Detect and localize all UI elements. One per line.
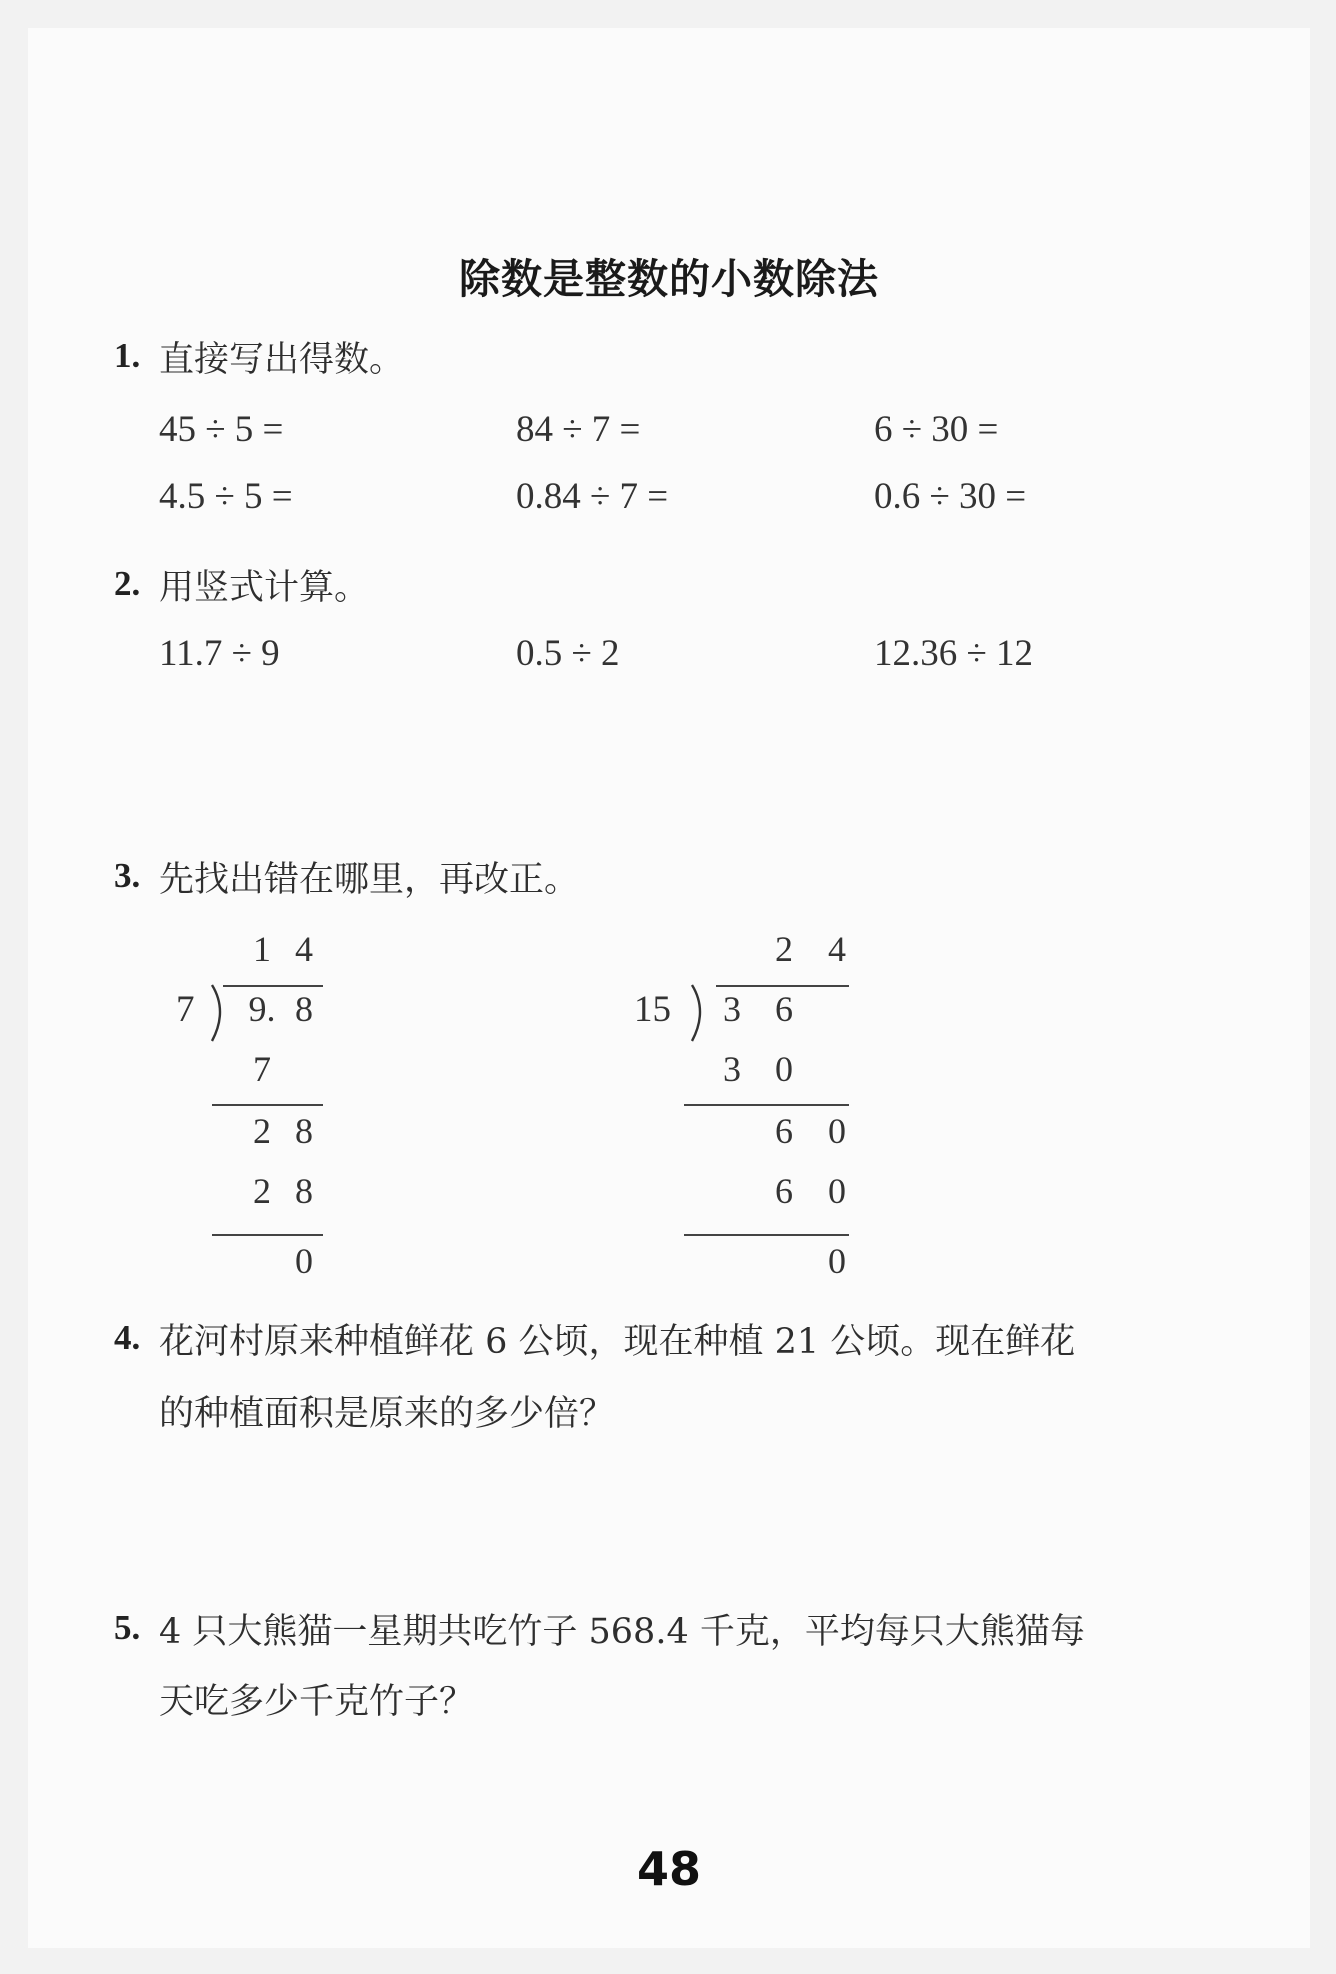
division-bar [223, 985, 323, 987]
q2-item: 12.36 ÷ 12 [874, 633, 1034, 674]
dividend-digit: 6 [775, 989, 793, 1029]
step-digit: 0 [828, 1171, 846, 1211]
worksheet-page [28, 28, 1310, 1948]
q1-item: 0.84 ÷ 7 = [516, 476, 669, 517]
divisor: 7 [176, 989, 195, 1030]
page-title: 除数是整数的小数除法 [459, 255, 879, 303]
q1-item: 4.5 ÷ 5 = [159, 476, 293, 517]
step-digit: 0 [775, 1049, 793, 1089]
q4-number: 4. [114, 1318, 141, 1357]
step-digit: 6 [775, 1171, 793, 1211]
q5-number: 5. [114, 1608, 141, 1647]
step-digit: 2 [253, 1111, 271, 1151]
step-digit: 2 [253, 1171, 271, 1211]
q4-line1: 花河村原来种植鲜花 6 公顷，现在种植 21 公顷。现在鲜花 [159, 1322, 1076, 1362]
divisor: 15 [634, 989, 671, 1030]
step-digit: 7 [253, 1049, 271, 1089]
dividend-digit: 8 [295, 989, 313, 1029]
step-digit: 3 [723, 1049, 741, 1089]
q1-item: 0.6 ÷ 30 = [874, 476, 1027, 517]
quotient-digit: 4 [828, 929, 846, 969]
subtraction-line [212, 1104, 323, 1106]
remainder-digit: 0 [828, 1241, 846, 1281]
dividend-digit: 3 [723, 989, 741, 1029]
q4-line2: 的种植面积是原来的多少倍？ [159, 1394, 615, 1434]
q1-item: 6 ÷ 30 = [874, 409, 999, 450]
q3-number: 3. [114, 856, 141, 895]
q1-item: 84 ÷ 7 = [516, 409, 641, 450]
quotient-digit: 1 [253, 929, 271, 969]
q5-line2: 天吃多少千克竹子？ [159, 1682, 475, 1722]
quotient-digit: 4 [295, 929, 313, 969]
q1-number: 1. [114, 336, 141, 375]
subtraction-line [684, 1234, 849, 1236]
step-digit: 6 [775, 1111, 793, 1151]
step-digit: 8 [295, 1111, 313, 1151]
page-number: 48 [636, 1842, 701, 1896]
q2-item: 11.7 ÷ 9 [159, 633, 280, 674]
q1-prompt: 直接写出得数。 [159, 340, 405, 380]
step-digit: 8 [295, 1171, 313, 1211]
division-bracket [688, 983, 710, 1043]
q5-line1: 4 只大熊猫一星期共吃竹子 568.4 千克，平均每只大熊猫每 [159, 1612, 1085, 1652]
q2-prompt: 用竖式计算。 [159, 568, 370, 608]
q1-item: 45 ÷ 5 = [159, 409, 284, 450]
dividend-digit: 9. [248, 989, 276, 1029]
subtraction-line [684, 1104, 849, 1106]
division-bar [716, 985, 849, 987]
quotient-digit: 2 [775, 929, 793, 969]
q2-item: 0.5 ÷ 2 [516, 633, 620, 674]
q3-prompt: 先找出错在哪里，再改正。 [159, 860, 580, 900]
q2-number: 2. [114, 564, 141, 603]
step-digit: 0 [828, 1111, 846, 1151]
division-bracket [208, 983, 230, 1043]
remainder-digit: 0 [295, 1241, 313, 1281]
subtraction-line [212, 1234, 323, 1236]
